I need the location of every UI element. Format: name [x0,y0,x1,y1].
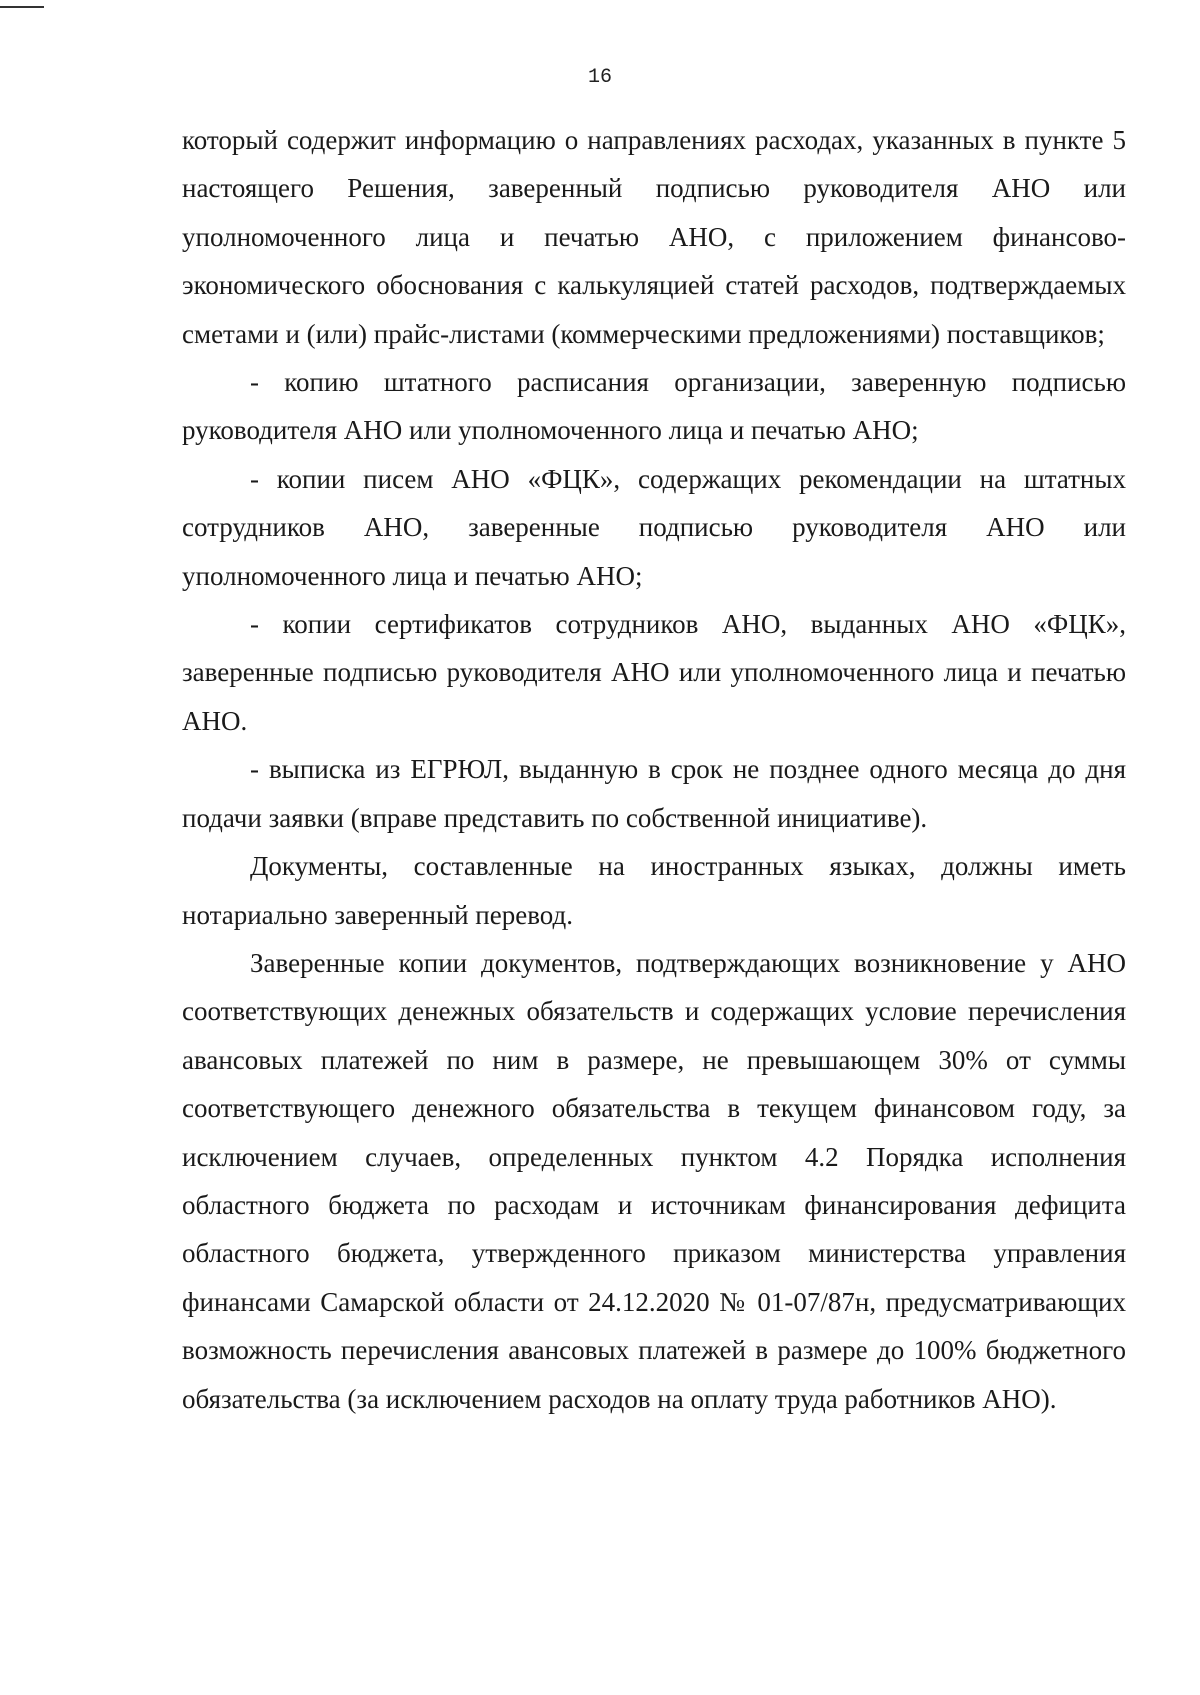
page-number: 16 [587,66,612,89]
paragraph-3: - копии писем АНО «ФЦК», содержащих рекомендации на штатных сотрудников АНО, заверенные подписью руководителя АНО или уполномоченного лица и печатью АНО; [182,463,1126,591]
paragraph-4: - копии сертификатов сотрудников АНО, выданных АНО «ФЦК», заверенные подписью руководителя АНО или уполномоченного лица и печатью АНО. [182,609,1126,736]
paragraph-1: который содержит информацию о направлениях расходах, указанных в пункте 5 настоящего Решения, заверенный подписью руководителя АНО или уполномоченного лица и печатью АНО, с приложением финансово-экономического обоснования с калькуляцией статей расходов, подтверждаемых сметами и (или) прайс-листами (коммерческими предложениями) поставщиков; [182,125,1126,349]
paragraph-7: Заверенные копии документов, подтверждающих возникновение у АНО соответствующих денежных обязательств и содержащих условие перечисления авансовых платежей по ним в размере, не превышающем 30% от суммы соответствующего денежного обязательства в текущем финансовом году, за исключением случаев, определенных пунктом 4.2 Порядка исполнения областного бюджета по расходам и источникам финансирования дефицита областного бюджета, утвержденного приказом министерства управления финансами Самарской области от 24.12.2020 № 01-07/87н, предусматривающих возможность перечисления авансовых платежей в размере до 100% бюджетного обязательства (за исключением расходов на оплату труда работников АНО). [182,947,1126,1414]
document-body [182,116,1126,1423]
paragraph-6: Документы, составленные на иностранных языках, должны иметь нотариально заверенный перевод. [182,851,1126,930]
paragraph-2: - копию штатного расписания организации, заверенную подписью руководителя АНО или уполномоченного лица и печатью АНО; [182,367,1126,446]
scan-corner-mark [0,6,44,8]
paragraph-5: - выписка из ЕГРЮЛ, выданную в срок не позднее одного месяца до дня подачи заявки (вправе представить по собственной инициативе). [182,754,1126,833]
